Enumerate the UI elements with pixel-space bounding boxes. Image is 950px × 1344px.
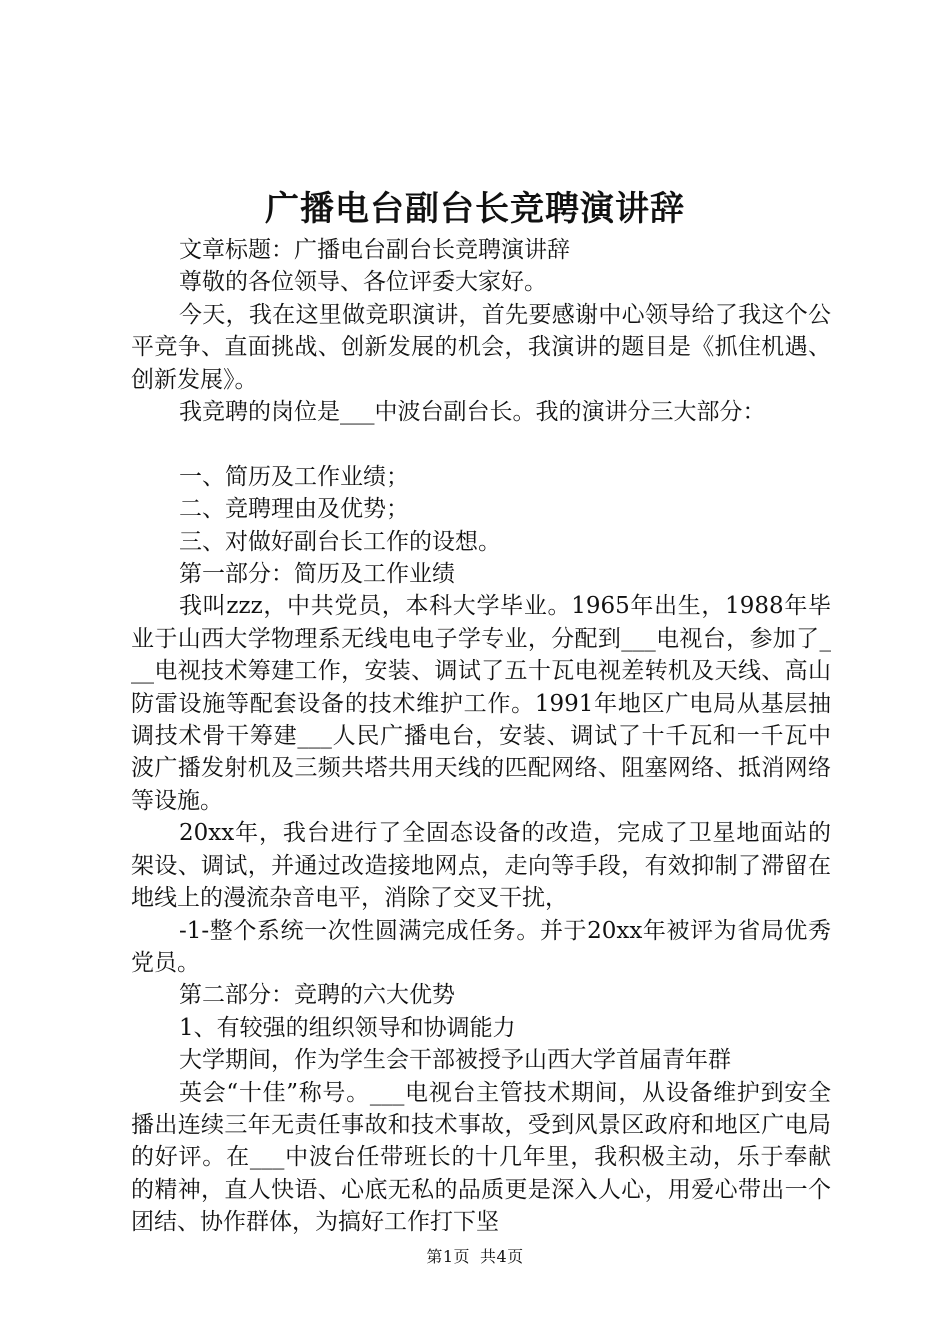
page-total: 共4页 xyxy=(480,1247,524,1266)
page-number: 第1页 xyxy=(426,1247,470,1266)
paragraph-blank xyxy=(131,428,831,460)
outline-item-1: 一、简历及工作业绩； xyxy=(179,463,409,490)
paragraph-renovation: 20xx年，我台进行了全固态设备的改造，完成了卫星地面站的架设、调试，并通过改造接地网点，走向等手段，有效抑制了滞留在地线上的漫流杂音电平，消除了交叉干扰， xyxy=(131,820,831,912)
section-heading-1: 第一部分：简历及工作业绩 xyxy=(179,561,455,588)
paragraph-intro: 今天，我在这里做竞职演讲，首先要感谢中心领导给了我这个公平竞争、直面挑战、创新发展的机会，我演讲的题目是《抓住机遇、创新发展》。 xyxy=(131,301,831,393)
paragraph-university: 大学期间，作为学生会干部被授予山西大学首届青年群 xyxy=(179,1047,731,1074)
paragraph-experience: 英会“十佳”称号。___电视台主管技术期间，从设备维护到安全播出连续三年无责任事故和技术事故，受到风景区政府和地区广电局的好评。在___中波台任带班长的十几年里，我积极主动，乐于奉献的精神，直人快语、心底无私的品质更是深入人心，用爱心带出一个团结、协作群体，为搞好工作打下坚 xyxy=(131,1079,831,1236)
section-heading-2: 第二部分：竞聘的六大优势 xyxy=(179,982,455,1009)
paragraph-position: 我竞聘的岗位是___中波台副台长。我的演讲分三大部分： xyxy=(179,399,766,426)
paragraph-article-title: 文章标题：广播电台副台长竞聘演讲辞 xyxy=(179,237,570,263)
page-footer xyxy=(0,1247,950,1267)
outline-item-3: 三、对做好副台长工作的设想。 xyxy=(179,528,501,555)
outline-item-2: 二、竞聘理由及优势； xyxy=(179,496,409,523)
paragraph-award: -1-整个系统一次性圆满完成任务。并于20xx年被评为省局优秀党员。 xyxy=(131,917,831,976)
paragraph-resume: 我叫zzz，中共党员，本科大学毕业。1965年出生，1988年毕业于山西大学物理系无线电电子学专业，分配到___电视台，参加了___电视技术筹建工作，安装、调试了五十瓦电视差转机及天线、高山防雷设施等配套设备的技术维护工作。1991年地区广电局从基层抽调技术骨干筹建___人民广播电台，安装、调试了十千瓦和一千瓦中波广播发射机及三频共塔共用天线的匹配网络、阻塞网络、抵消网络等设施。 xyxy=(131,593,831,814)
document-body xyxy=(131,234,831,1239)
document-title: 广播电台副台长竞聘演讲辞 xyxy=(265,189,685,229)
paragraph-greeting: 尊敬的各位领导、各位评委大家好。 xyxy=(179,269,547,296)
subheading-advantage-1: 1、有较强的组织领导和协调能力 xyxy=(179,1014,516,1041)
